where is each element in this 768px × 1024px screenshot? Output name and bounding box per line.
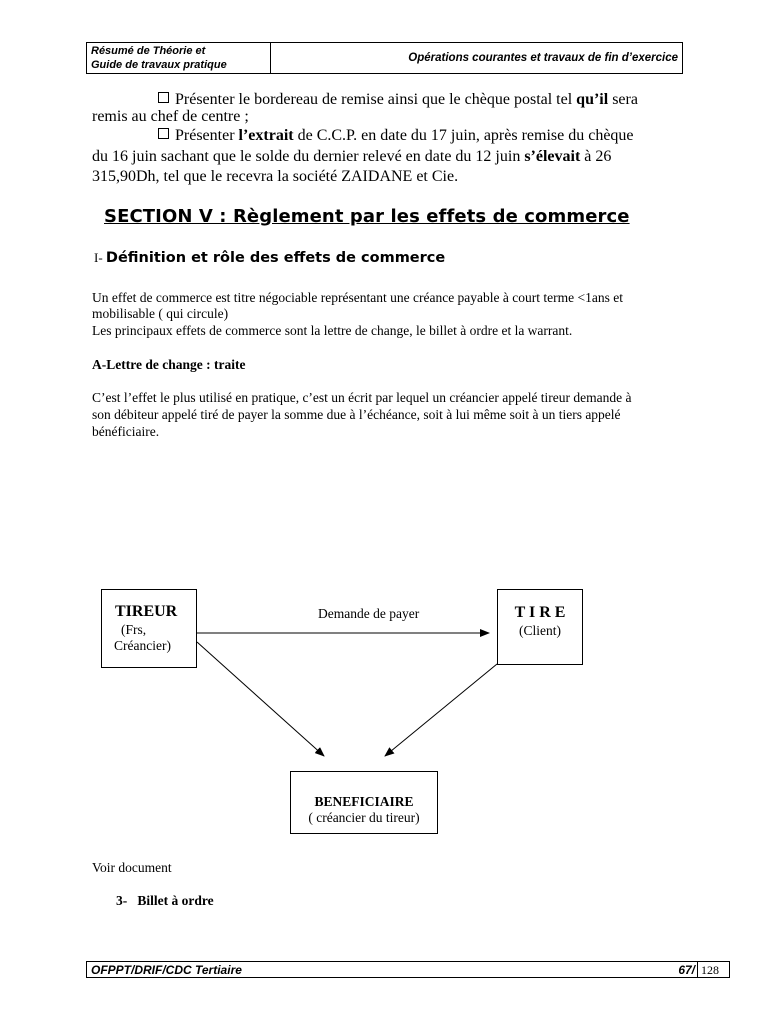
lettre-line1: C’est l’effet le plus utilisé en pratique, c’est un écrit par lequel un créancier appelé tireur demande à (92, 390, 632, 405)
bullet-2-line3: 315,90Dh, tel que le recevra la société ZAIDANE et Cie. (92, 168, 459, 185)
definition-line1: Un effet de commerce est titre négociable représentant une créance payable à court terme <1ans et (92, 290, 623, 305)
beneficiaire-sub: ( créancier du tireur) (308, 810, 420, 825)
bullet-1-line1: Présenter le bordereau de remise ainsi que le chèque postal tel qu’il sera (158, 89, 638, 110)
tire-box (497, 589, 583, 665)
lettre-heading: A-Lettre de change : traite (92, 357, 246, 372)
tire-sub: (Client) (519, 623, 561, 638)
beneficiaire-title: BENEFICIAIRE (314, 794, 414, 809)
tireur-title: TIREUR (115, 603, 178, 620)
footer-page-number: 67/ (678, 963, 695, 977)
definition-heading: I- Définition et rôle des effets de commerce (94, 250, 446, 266)
billet-heading: 3- Billet à ordre (116, 893, 214, 908)
lettre-line3: bénéficiaire. (92, 424, 160, 439)
footer-org: OFPPT/DRIF/CDC Tertiaire (91, 963, 242, 977)
footer-pagination (678, 962, 729, 978)
page-footer (86, 961, 730, 978)
header-left-line2: Guide de travaux pratique (91, 59, 227, 71)
header-right-title: Opérations courantes et travaux de fin d’exercice (408, 52, 678, 64)
arrow-label: Demande de payer (318, 606, 420, 621)
arrow-tireur-to-beneficiaire (197, 642, 324, 756)
arrow-tire-to-beneficiaire (385, 664, 497, 756)
footer-page-total: 128 (697, 962, 729, 978)
section-title: SECTION V : Règlement par les effets de commerce (104, 206, 630, 227)
bullet-2-line2: du 16 juin sachant que le solde du dernier relevé en date du 12 juin s’élevait à 26 (92, 148, 612, 165)
tireur-box (101, 589, 197, 668)
definition-line3: Les principaux effets de commerce sont la lettre de change, le billet à ordre et la warrant. (92, 323, 573, 338)
definition-line2: mobilisable ( qui circule) (92, 306, 229, 321)
bullet-2-line1: Présenter l’extrait de C.C.P. en date du 17 juin, après remise du chèque (158, 125, 634, 146)
tireur-sub2: Créancier) (114, 638, 171, 653)
bullet-1-line2: remis au chef de centre ; (92, 108, 249, 125)
tireur-sub1: (Frs, (121, 622, 147, 637)
beneficiaire-box (290, 771, 438, 834)
voir-document: Voir document (92, 860, 172, 875)
lettre-line2: son débiteur appelé tiré de payer la somme due à l’échéance, soit à lui même soit à un tiers appelé (92, 407, 621, 422)
header-left-line1: Résumé de Théorie et (91, 45, 206, 57)
tire-title: T I R E (514, 604, 566, 621)
